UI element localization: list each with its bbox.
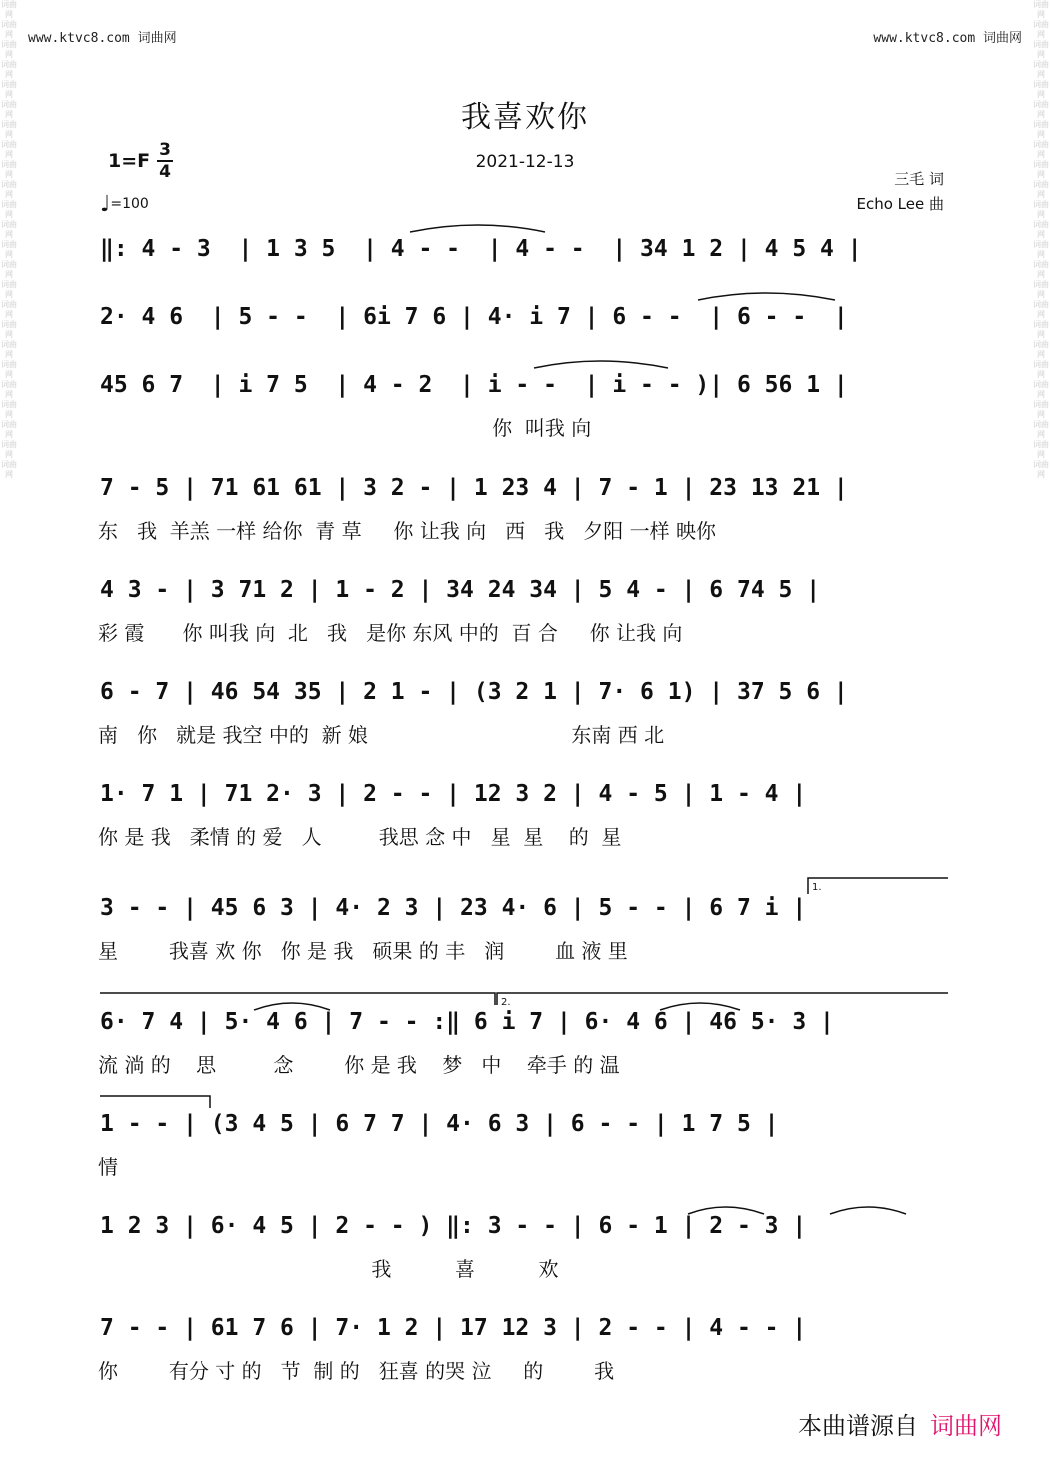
notation-line: 6· 7 4 | 5· 4 6 | 7 - - :‖ 6 i 7 | 6· 4 6 | 46 5· 3 |	[100, 1009, 834, 1035]
volta-first-label: 1.	[812, 882, 822, 893]
right-watermark-strip: 词曲网 词曲网 词曲网 词曲网 词曲网 词曲网 词曲网 词曲网 词曲网 词曲网 词曲网 词曲网 词曲网 词曲网 词曲网 词曲网 词曲网 词曲网 词曲网 词曲网 词曲网 词曲网 词曲网 词曲网	[1033, 0, 1049, 479]
song-date: 2021-12-13	[475, 152, 575, 172]
footer-text: 本曲谱源自	[798, 1412, 918, 1440]
lyric-line: 你 有分 寸 的 节 制 的 狂喜 的哭 泣 的 我	[98, 1359, 615, 1383]
volta-second-label: 2.	[501, 997, 511, 1008]
notation-line: 1 2 3 | 6· 4 5 | 2 - - ) ‖: 3 - - | 6 - 1 | 2 - 3 |	[100, 1213, 807, 1239]
lyric-line: 南 你 就是 我空 中的 新 娘 东南 西 北	[98, 723, 665, 747]
tempo-marking: ♩=100	[100, 192, 149, 217]
lyric-line: 彩 霞 你 叫我 向 北 我 是你 东风 中的 百 合 你 让我 向	[98, 621, 683, 645]
notation-line: 1 - - | (3 4 5 | 6 7 7 | 4· 6 3 | 6 - - | 1 7 5 |	[100, 1111, 779, 1137]
notation-line: 7 - 5 | 71 61 61 | 3 2 - | 1 23 4 | 7 - 1 | 23 13 21 |	[100, 475, 848, 501]
quarter-note-icon: ♩	[100, 192, 111, 217]
lyric-line: 流 淌 的 思 念 你 是 我 梦 中 牵手 的 温	[98, 1053, 620, 1077]
lyric-line: 你 是 我 柔情 的 爱 人 我思 念 中 星 星 的 星	[98, 825, 622, 849]
header-url-left: www.ktvc8.com 词曲网	[28, 31, 177, 46]
lyricist-credit: 三毛 词	[894, 170, 944, 188]
notation-line: 1· 7 1 | 71 2· 3 | 2 - - | 12 3 2 | 4 - 5 | 1 - 4 |	[100, 781, 807, 807]
footer-brand-link[interactable]: 词曲网	[930, 1412, 1002, 1440]
notation-line: 4 3 - | 3 71 2 | 1 - 2 | 34 24 34 | 5 4 - | 6 74 5 |	[100, 577, 821, 603]
lyric-line: 星 我喜 欢 你 你 是 我 硕果 的 丰 润 血 液 里	[98, 939, 628, 963]
composer-credit: Echo Lee 曲	[856, 195, 944, 213]
notation-line: 3 - - | 45 6 3 | 4· 2 3 | 23 4· 6 | 5 - - | 6 7 i |	[100, 895, 807, 921]
time-top: 3	[159, 140, 171, 160]
lyric-line: 你 叫我 向	[98, 416, 592, 440]
time-bottom: 4	[159, 162, 171, 182]
notation-line: 6 - 7 | 46 54 35 | 2 1 - | (3 2 1 | 7· 6 1) | 37 5 6 |	[100, 679, 848, 705]
lyric-line: 情	[98, 1155, 118, 1179]
source-footer	[798, 1406, 1002, 1441]
lyric-line: 东 我 羊羔 一样 给你 青 草 你 让我 向 西 我 夕阳 一样 映你	[98, 519, 717, 543]
song-title: 我喜欢你	[461, 100, 589, 135]
key-signature: 1=F	[108, 150, 151, 172]
left-watermark-strip: 词曲网 词曲网 词曲网 词曲网 词曲网 词曲网 词曲网 词曲网 词曲网 词曲网 词曲网 词曲网 词曲网 词曲网 词曲网 词曲网 词曲网 词曲网 词曲网 词曲网 词曲网 词曲网 词曲网 词曲网	[1, 0, 17, 479]
time-signature	[157, 140, 173, 182]
notation-line: ‖: 4 - 3 | 1 3 5 | 4 - - | 4 - - | 34 1 2 | 4 5 4 |	[100, 236, 862, 262]
header-url-right: www.ktvc8.com 词曲网	[873, 31, 1022, 46]
notation-line: 2· 4 6 | 5 - - | 6i 7 6 | 4· i 7 | 6 - - | 6 - - |	[100, 304, 848, 330]
notation-line: 45 6 7 | i 7 5 | 4 - 2 | i - - | i - - )| 6 56 1 |	[100, 372, 848, 398]
notation-line: 7 - - | 61 7 6 | 7· 1 2 | 17 12 3 | 2 - - | 4 - - |	[100, 1315, 807, 1341]
lyric-line: 我 喜 欢	[98, 1257, 559, 1281]
